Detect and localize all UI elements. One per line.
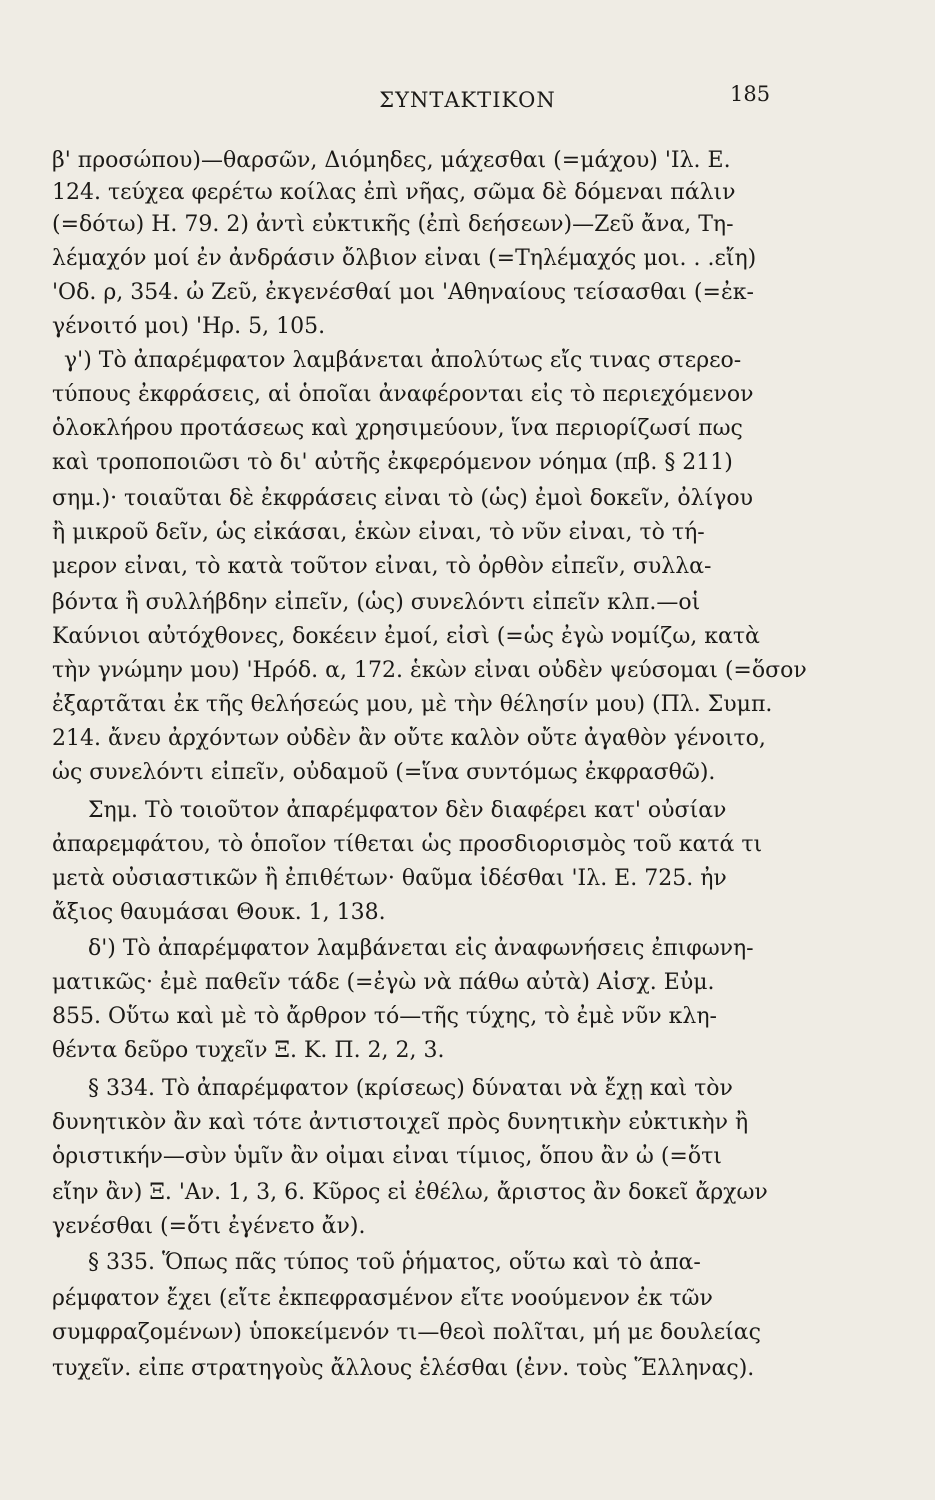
text-line: ἐξαρτᾶται ἐκ τῆς θελήσεώς μου, μὲ τὴν θέλησίν μου) (Πλ. Συμπ.: [52, 692, 773, 717]
text-line: ἀπαρεμφάτου, τὸ ὁποῖον τίθεται ὡς προσδιορισμὸς τοῦ κατά τι: [52, 832, 763, 857]
text-line: καὶ τροποποιῶσι τὸ δι' αὐτῆς ἐκφερόμενον νόημα (πβ. § 211): [52, 450, 733, 475]
text-line: τὴν γνώμην μου) 'Ηρόδ. α, 172. ἑκὼν εἶναι οὐδὲν ψεύσομαι (=ὅσον: [52, 658, 807, 683]
text-line: μετὰ οὐσιαστικῶν ἢ ἐπιθέτων· θαῦμα ἰδέσθαι 'Ιλ. Ε. 725. ἦν: [52, 866, 727, 891]
text-line: δ') Τὸ ἀπαρέμφατον λαμβάνεται εἰς ἀναφωνήσεις ἐπιφωνη-: [88, 936, 754, 961]
text-line: συμφραζομένων) ὑποκείμενόν τι—θεοὶ πολῖται, μή με δουλείας: [52, 1320, 761, 1345]
text-line: μερον εἶναι, τὸ κατὰ τοῦτον εἶναι, τὸ ὀρθὸν εἰπεῖν, συλλα-: [52, 554, 712, 579]
running-header: ΣΥΝΤΑΚΤΙΚΟΝ: [379, 88, 556, 112]
text-line: § 334. Τὸ ἀπαρέμφατον (κρίσεως) δύναται νὰ ἔχῃ καὶ τὸν: [88, 1076, 733, 1101]
text-line: ματικῶς· ἐμὲ παθεῖν τάδε (=ἐγὼ νὰ πάθω αὐτὰ) Αἰσχ. Εὐμ.: [52, 970, 715, 995]
text-line: 'Οδ. ρ, 354. ὦ Ζεῦ, ἐκγενέσθαί μοι 'Αθηναίους τείσασθαι (=ἐκ-: [52, 280, 754, 305]
text-line: θέντα δεῦρο τυχεῖν Ξ. Κ. Π. 2, 2, 3.: [52, 1038, 445, 1063]
text-line: τυχεῖν. εἶπε στρατηγοὺς ἄλλους ἑλέσθαι (ἐνν. τοὺς Ἕλληνας).: [52, 1356, 755, 1381]
text-line: λέμαχόν μοί ἐν ἀνδράσιν ὄλβιον εἶναι (=Τηλέμαχός μοι. . .εἴη): [52, 246, 757, 271]
page-number: 185: [730, 82, 771, 106]
text-line: ρέμφατον ἔχει (εἴτε ἐκπεφρασμένον εἴτε νοούμενον ἐκ τῶν: [52, 1286, 713, 1311]
text-line: γένοιτό μοι) 'Ηρ. 5, 105.: [52, 314, 326, 339]
text-line: ὡς συνελόντι εἰπεῖν, οὐδαμοῦ (=ἵνα συντόμως ἐκφρασθῶ).: [52, 760, 716, 785]
text-line: ἄξιος θαυμάσαι Θουκ. 1, 138.: [52, 900, 386, 925]
text-line: (=δότω) Η. 79. 2) ἀντὶ εὐκτικῆς (ἐπὶ δεήσεων)—Ζεῦ ἄνα, Τη-: [52, 212, 734, 237]
text-line: Σημ. Τὸ τοιοῦτον ἀπαρέμφατον δὲν διαφέρει κατ' οὐσίαν: [88, 798, 727, 823]
text-line: § 335. Ὅπως πᾶς τύπος τοῦ ῥήματος, οὕτω καὶ τὸ ἀπα-: [88, 1250, 701, 1275]
text-line: 124. τεύχεα φερέτω κοίλας ἐπὶ νῆας, σῶμα δὲ δόμεναι πάλιν: [52, 180, 736, 205]
text-line: σημ.)· τοιαῦται δὲ ἐκφράσεις εἶναι τὸ (ὡς) ἐμοὶ δοκεῖν, ὀλίγου: [52, 486, 754, 511]
text-line: δυνητικὸν ἂν καὶ τότε ἀντιστοιχεῖ πρὸς δυνητικὴν εὐκτικὴν ἢ: [52, 1110, 749, 1135]
text-line: βόντα ἢ συλλήβδην εἰπεῖν, (ὡς) συνελόντι εἰπεῖν κλπ.—οἱ: [52, 590, 701, 615]
text-line: β' προσώπου)—θαρσῶν, Διόμηδες, μάχεσθαι (=μάχου) 'Ιλ. Ε.: [52, 148, 731, 173]
text-line: 855. Οὕτω καὶ μὲ τὸ ἄρθρον τό—τῆς τύχης, τὸ ἐμὲ νῦν κλη-: [52, 1004, 717, 1029]
text-line: τύπους ἐκφράσεις, αἱ ὁποῖαι ἀναφέρονται εἰς τὸ περιεχόμενον: [52, 382, 754, 407]
text-line: γενέσθαι (=ὅτι ἐγένετο ἄν).: [52, 1214, 366, 1239]
text-line: ἢ μικροῦ δεῖν, ὡς εἰκάσαι, ἑκὼν εἶναι, τὸ νῦν εἶναι, τὸ τή-: [52, 520, 705, 545]
text-line: γ') Τὸ ἀπαρέμφατον λαμβάνεται ἀπολύτως εἴς τινας στερεο-: [64, 348, 742, 373]
text-line: 214. ἄνευ ἀρχόντων οὐδὲν ἂν οὔτε καλὸν οὔτε ἀγαθὸν γένοιτο,: [52, 726, 766, 751]
text-line: ὁριστικήν—σὺν ὑμῖν ἂν οἶμαι εἶναι τίμιος, ὅπου ἂν ὦ (=ὅτι: [52, 1144, 722, 1169]
text-line: εἴην ἂν) Ξ. 'Αν. 1, 3, 6. Κῦρος εἰ ἐθέλω, ἄριστος ἂν δοκεῖ ἄρχων: [52, 1180, 768, 1205]
text-line: ὁλοκλήρου προτάσεως καὶ χρησιμεύουν, ἵνα περιορίζωσί πως: [52, 416, 743, 441]
text-line: Καύνιοι αὐτόχθονες, δοκέειν ἐμοί, εἰσὶ (=ὡς ἐγὼ νομίζω, κατὰ: [52, 624, 760, 649]
